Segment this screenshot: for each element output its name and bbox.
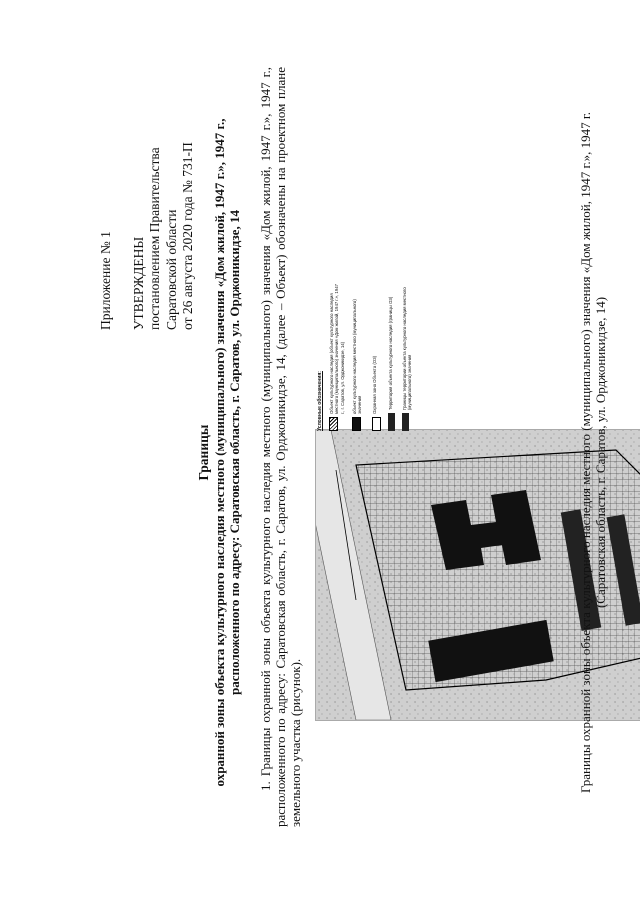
caption-line-2: (Саратовская область, г. Саратов, ул. Орджоникидзе, 14) [593, 296, 608, 609]
legend-item: Территория объекта культурного наследия (границы ОЗ) [388, 281, 395, 431]
legend-item: Объект культурного наследия (объект культурного наследия местного (муниципального) значения «Дом жилой, 1947 г.», 1947 г., г. Саратов, ул. Орджоникидзе, 14) [329, 281, 345, 431]
approval-line-3: от 26 августа 2020 года № 731-П [180, 142, 195, 330]
map-legend [318, 281, 478, 431]
title-heading: Границы [196, 424, 211, 481]
appendix-number: Приложение № 1 [98, 231, 113, 330]
approved-label: УТВЕРЖДЕНЫ [130, 236, 146, 330]
solid-swatch-icon [352, 417, 361, 431]
tag-swatch-icon [388, 413, 395, 431]
document-title [196, 0, 243, 905]
approval-block [98, 30, 197, 330]
legend-item: объект культурного наследия местного (муниципального) значения [352, 281, 362, 431]
boundary-swatch-icon [372, 417, 381, 431]
caption-line-1: Границы охранной зоны объекта культурного наследия местного (муниципального) значения «Дом жилой, 1947 г.», 1947 г. [578, 112, 593, 793]
approval-line-1: постановлением Правительства [147, 147, 162, 330]
approval-line-2: Саратовской области [163, 209, 179, 330]
paragraph-text: 1. Границы охранной зоны объекта культурного наследия местного (муниципального) значения «Дом жилой, 1947 г.», 1947 г., расположенного по адресу: Саратовская область, г. Саратов, ул. Орджоникидзе, 14, (далее – Объект) обозначены на проектном плане земельного участка (рисунок). [258, 67, 303, 827]
hatch-swatch-icon [329, 417, 338, 431]
legend-item: Охранная зона Объекта (ОЗ) [372, 281, 381, 431]
title-line-1: охранной зоны объекта культурного наследия местного (муниципального) значения «Дом жилой, 1947 г.», 1947 г., [211, 118, 227, 787]
title-line-2: расположенного по адресу: Саратовская область, г. Саратов, ул. Орджоникидзе, 14 [227, 210, 242, 695]
body-paragraph [258, 67, 303, 827]
legend-title: Условные обозначения: [317, 371, 323, 431]
legend-item: Границы территории объекта культурного наследия местного (муниципального) значения [402, 281, 412, 431]
figure-caption [578, 0, 608, 905]
tag-swatch-icon [402, 413, 409, 431]
